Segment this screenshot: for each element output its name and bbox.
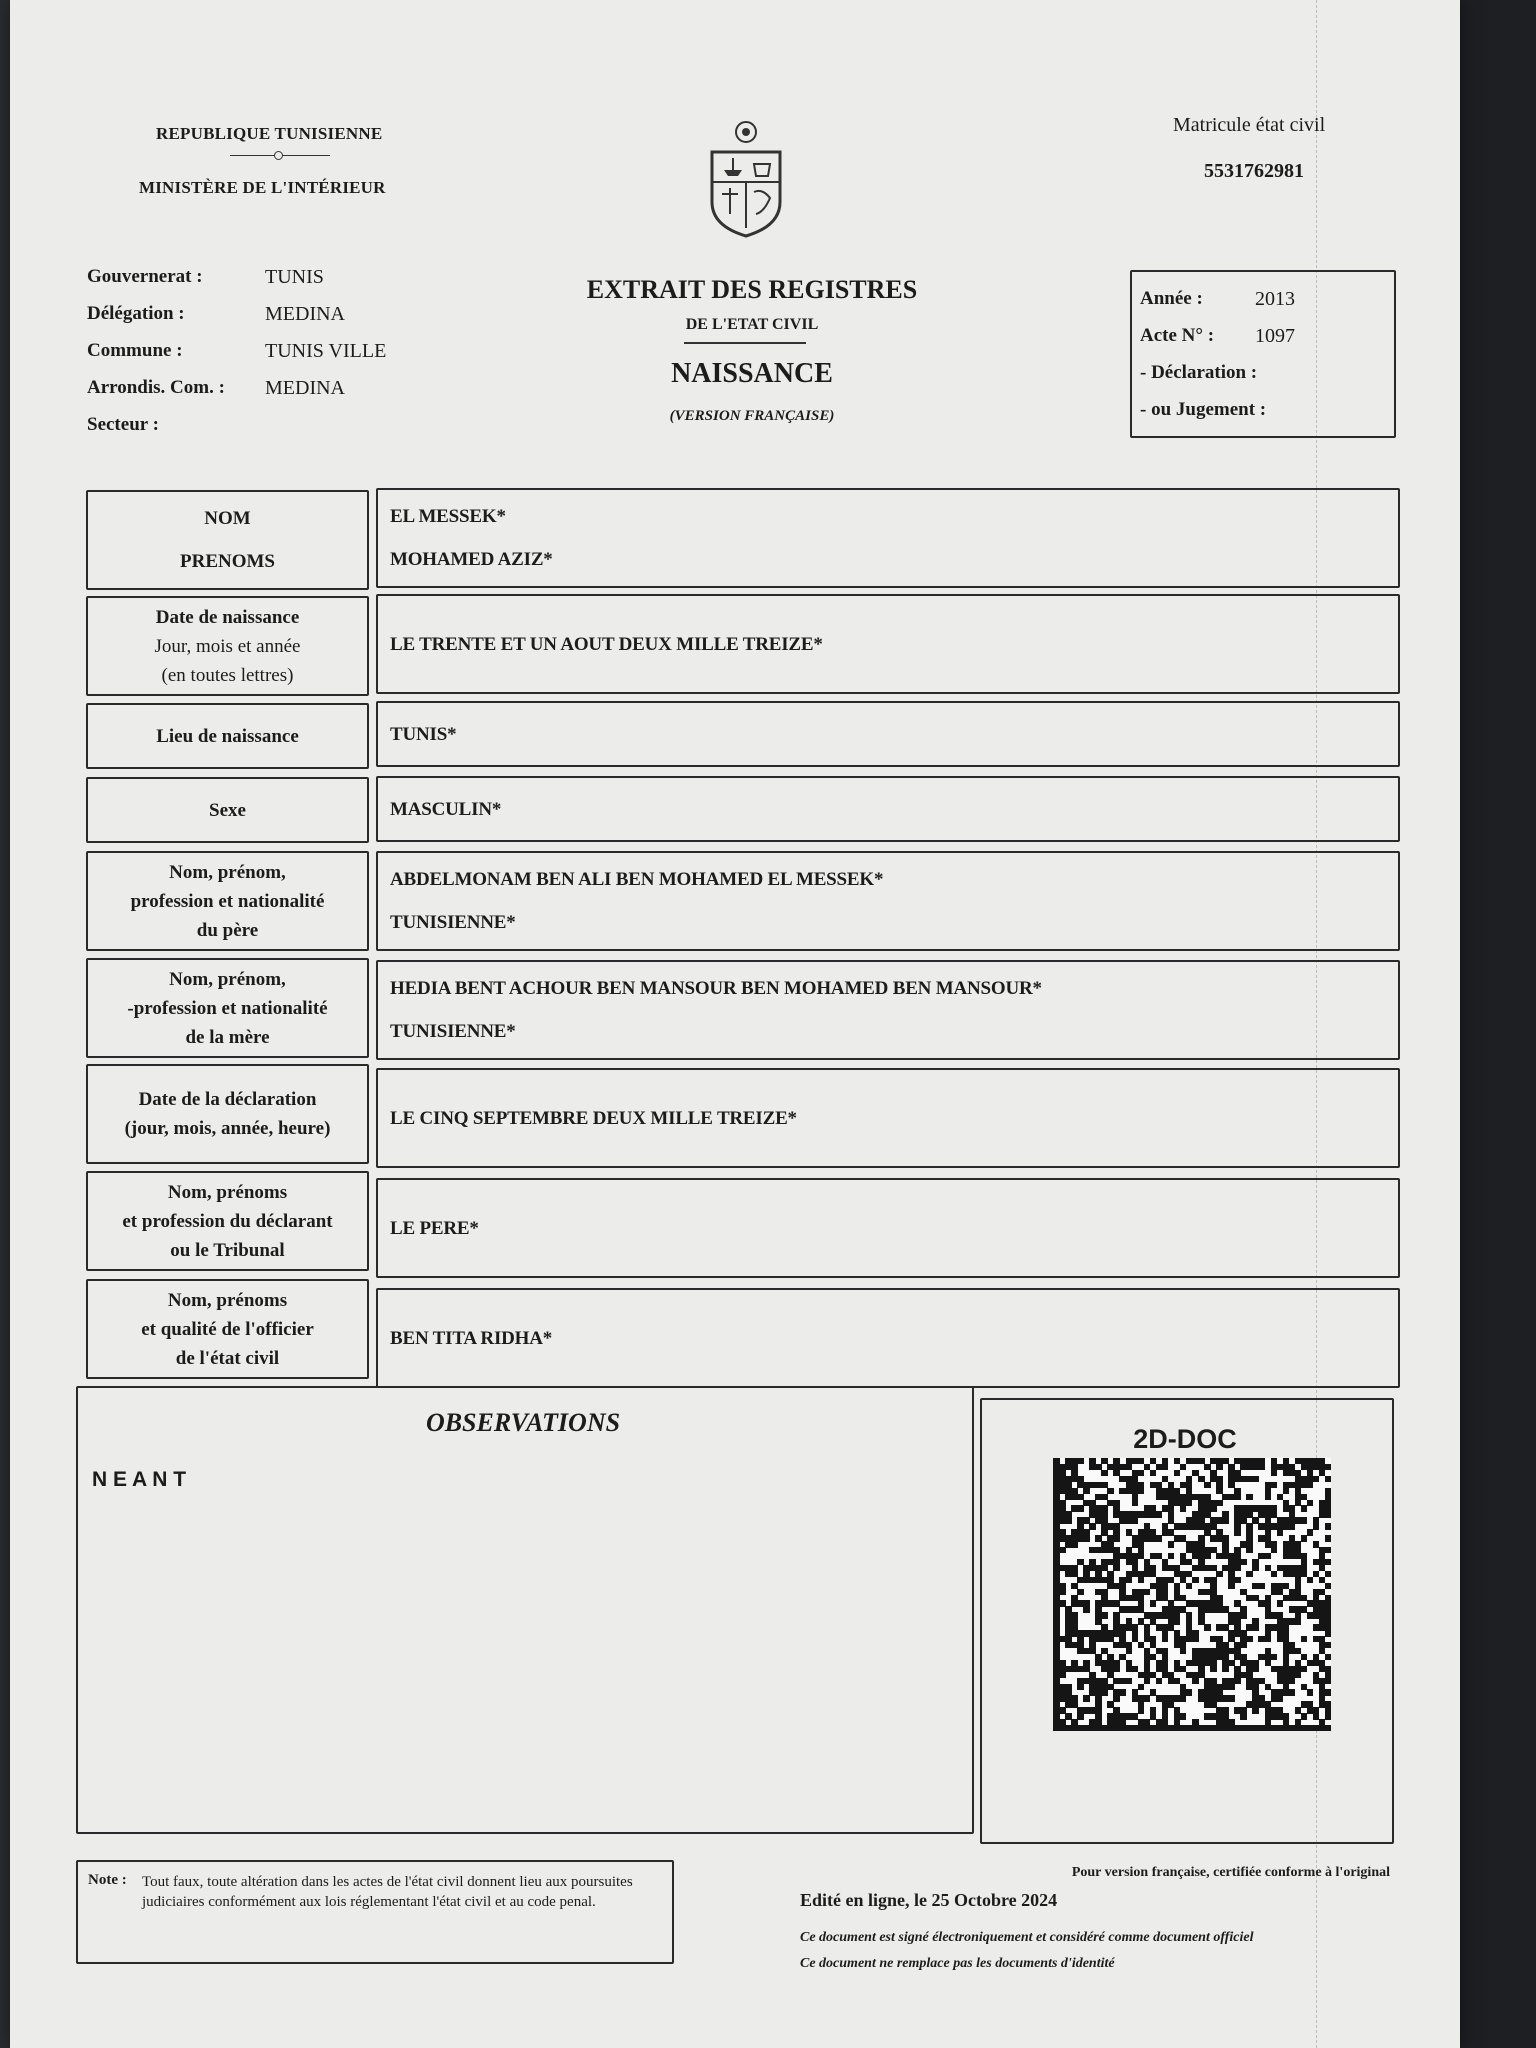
barcode-module xyxy=(1301,1505,1308,1511)
barcode-module xyxy=(1271,1482,1278,1488)
barcode-module xyxy=(1113,1535,1120,1541)
barcode-module xyxy=(1065,1517,1072,1523)
pere-values xyxy=(376,851,1400,951)
barcode-module xyxy=(1313,1523,1320,1529)
remplace-text: Ce document ne remplace pas les documents d'identité xyxy=(800,1956,1115,1971)
naissance-label-line2: Jour, mois et année xyxy=(154,635,301,657)
barcode-module xyxy=(1325,1464,1332,1470)
barcode-module xyxy=(1113,1666,1120,1672)
barcode-module xyxy=(1077,1505,1084,1511)
signe-text: Ce document est signé électroniquement et considéré comme document officiel xyxy=(800,1930,1254,1945)
sexe-value: MASCULIN* xyxy=(390,798,502,820)
barcode-module xyxy=(1126,1577,1133,1583)
mere-label-line2: -profession et nationalité xyxy=(127,997,328,1019)
barcode-module xyxy=(1307,1577,1314,1583)
arrondissement-label: Arrondis. Com. : xyxy=(87,377,225,398)
barcode-module xyxy=(1222,1517,1229,1523)
barcode-module xyxy=(1325,1713,1332,1719)
naissance-label-line1: Date de naissance xyxy=(155,606,300,628)
barcode-module xyxy=(1246,1571,1253,1577)
officier-label-line2: et qualité de l'officier xyxy=(141,1318,314,1340)
acte-number-value: 1097 xyxy=(1255,325,1295,347)
officier-label-line3: de l'état civil xyxy=(175,1347,280,1369)
barcode-module xyxy=(1295,1618,1302,1624)
naissance-value: LE TRENTE ET UN AOUT DEUX MILLE TREIZE* xyxy=(390,633,823,655)
gouvernerat-value: TUNIS xyxy=(265,266,324,288)
barcode-module xyxy=(1089,1523,1096,1529)
coat-of-arms-emblem xyxy=(702,118,790,240)
barcode-module xyxy=(1144,1678,1151,1684)
barcode-module xyxy=(1325,1535,1332,1541)
declarant-label-line1: Nom, prénoms xyxy=(167,1181,288,1203)
republic-label: REPUBLIQUE TUNISIENNE xyxy=(156,124,383,143)
mere-nationality-value: TUNISIENNE* xyxy=(390,1021,516,1042)
declarant-label-line2: et profession du déclarant xyxy=(122,1210,333,1232)
barcode-module xyxy=(1271,1571,1278,1577)
barcode-module xyxy=(1192,1678,1199,1684)
barcode-module xyxy=(1325,1725,1332,1731)
barcode-module xyxy=(1059,1589,1066,1595)
barcode-module xyxy=(1265,1494,1272,1500)
barcode-module xyxy=(1156,1535,1163,1541)
barcode-module xyxy=(1240,1612,1247,1618)
barcode-module xyxy=(1222,1666,1229,1672)
divider-ornament xyxy=(274,151,283,160)
barcode-module xyxy=(1077,1684,1084,1690)
sexe-label: Sexe xyxy=(209,799,246,821)
barcode-module xyxy=(1277,1600,1284,1606)
barcode-module xyxy=(1150,1600,1157,1606)
barcode-module xyxy=(1325,1511,1332,1517)
barcode-module xyxy=(1307,1500,1314,1506)
declaration-date-labels xyxy=(86,1064,369,1164)
mere-values xyxy=(376,960,1400,1060)
barcode-module xyxy=(1265,1553,1272,1559)
barcode-module xyxy=(1180,1713,1187,1719)
barcode-module xyxy=(1180,1505,1187,1511)
nom-prenoms-values xyxy=(376,488,1400,588)
nom-label: NOM xyxy=(204,508,251,529)
barcode-module xyxy=(1186,1500,1193,1506)
note-text: Tout faux, toute altération dans les actes de l'état civil donnent lieu aux poursuites judiciaires conformément aux lois réglementant l'état civil et au code penal. xyxy=(142,1874,633,1910)
barcode-module xyxy=(1325,1523,1332,1529)
barcode-module xyxy=(1289,1689,1296,1695)
barcode-module xyxy=(1228,1583,1235,1589)
pere-labels xyxy=(86,851,369,951)
barcode-module xyxy=(1126,1678,1133,1684)
barcode-module xyxy=(1252,1624,1259,1630)
barcode-module xyxy=(1228,1684,1235,1690)
arrondissement-value: MEDINA xyxy=(265,377,345,399)
matricule-value: 5531762981 xyxy=(1204,160,1304,182)
barcode-module xyxy=(1265,1636,1272,1642)
barcode-module xyxy=(1180,1695,1187,1701)
barcode-module xyxy=(1180,1648,1187,1654)
edite-text: Edité en ligne, le 25 Octobre 2024 xyxy=(800,1890,1058,1910)
barcode-module xyxy=(1307,1482,1314,1488)
note-label: Note : xyxy=(88,1872,127,1888)
barcode-module xyxy=(1077,1589,1084,1595)
barcode-module xyxy=(1240,1642,1247,1648)
barcode-module xyxy=(1138,1488,1145,1494)
barcode-module xyxy=(1289,1523,1296,1529)
barcode-module xyxy=(1301,1713,1308,1719)
datamatrix-barcode xyxy=(1053,1458,1331,1731)
barcode-module xyxy=(1234,1494,1241,1500)
barcode-module xyxy=(1289,1678,1296,1684)
barcode-module xyxy=(1156,1511,1163,1517)
barcode-module xyxy=(1271,1470,1278,1476)
declaration-date-value: LE CINQ SEPTEMBRE DEUX MILLE TREIZE* xyxy=(390,1107,797,1129)
barcode-module xyxy=(1258,1464,1265,1470)
barcode-module xyxy=(1107,1488,1114,1494)
barcode-module xyxy=(1234,1678,1241,1684)
document-type: NAISSANCE xyxy=(671,358,833,389)
annee-label: Année : xyxy=(1140,288,1203,309)
matricule-label: Matricule état civil xyxy=(1173,114,1326,136)
declarant-value: LE PERE* xyxy=(390,1217,479,1239)
barcode-module xyxy=(1234,1577,1241,1583)
jugement-label: - ou Jugement : xyxy=(1140,399,1267,420)
barcode-module xyxy=(1059,1672,1066,1678)
barcode-module xyxy=(1325,1678,1332,1684)
observations-box xyxy=(76,1386,974,1834)
prenoms-value: MOHAMED AZIZ* xyxy=(390,549,553,570)
barcode-module xyxy=(1101,1612,1108,1618)
barcode-module xyxy=(1138,1707,1145,1713)
pere-name-value: ABDELMONAM BEN ALI BEN MOHAMED EL MESSEK* xyxy=(390,869,884,890)
barcode-module xyxy=(1101,1470,1108,1476)
barcode-module xyxy=(1126,1648,1133,1654)
barcode-module xyxy=(1162,1464,1169,1470)
barcode-module xyxy=(1307,1529,1314,1535)
barcode-module xyxy=(1246,1547,1253,1553)
barcode-module xyxy=(1228,1695,1235,1701)
nom-value: EL MESSEK* xyxy=(390,506,506,527)
barcode-module xyxy=(1313,1476,1320,1482)
pere-label-line2: profession et nationalité xyxy=(130,890,325,912)
pere-label-line3: du père xyxy=(196,919,259,941)
barcode-module xyxy=(1252,1666,1259,1672)
barcode-module xyxy=(1119,1689,1126,1695)
barcode-module xyxy=(1277,1695,1284,1701)
acte-number-label: Acte N° : xyxy=(1140,325,1215,346)
barcode-module xyxy=(1156,1678,1163,1684)
declarant-labels xyxy=(86,1171,369,1271)
delegation-label: Délégation : xyxy=(87,303,185,324)
barcode-module xyxy=(1083,1695,1090,1701)
barcode-module xyxy=(1138,1577,1145,1583)
commune-label: Commune : xyxy=(87,340,183,361)
barcode-module xyxy=(1113,1695,1120,1701)
barcode-module xyxy=(1210,1505,1217,1511)
birth-certificate-page xyxy=(10,0,1460,2048)
barcode-module xyxy=(1277,1529,1284,1535)
barcode-module xyxy=(1252,1565,1259,1571)
barcode-module xyxy=(1216,1571,1223,1577)
barcode-module xyxy=(1301,1535,1308,1541)
barcode-module xyxy=(1192,1577,1199,1583)
version-label: (VERSION FRANÇAISE) xyxy=(669,408,835,424)
delegation-value: MEDINA xyxy=(265,303,345,325)
barcode-module xyxy=(1246,1494,1253,1500)
secteur-label: Secteur : xyxy=(87,414,159,435)
barcode-module xyxy=(1071,1541,1078,1547)
barcode-module xyxy=(1325,1476,1332,1482)
barcode-module xyxy=(1325,1689,1332,1695)
observations-text: N E A N T xyxy=(92,1468,187,1491)
barcode-module xyxy=(1301,1666,1308,1672)
title-underline xyxy=(684,342,806,344)
officier-label-line1: Nom, prénoms xyxy=(167,1289,288,1311)
barcode-module xyxy=(1138,1684,1145,1690)
gouvernerat-label: Gouvernerat : xyxy=(87,266,203,287)
barcode-module xyxy=(1113,1565,1120,1571)
barcode-module xyxy=(1325,1559,1332,1565)
background-edge xyxy=(1460,0,1536,2048)
mere-label-line1: Nom, prénom, xyxy=(169,968,286,990)
declaration-label: - Déclaration : xyxy=(1140,362,1258,383)
mere-name-value: HEDIA BENT ACHOUR BEN MANSOUR BEN MOHAMED BEN MANSOUR* xyxy=(390,978,1042,999)
barcode-module xyxy=(1216,1500,1223,1506)
barcode-module xyxy=(1325,1654,1332,1660)
barcode-module xyxy=(1077,1458,1084,1464)
barcode-module xyxy=(1325,1571,1332,1577)
barcode-module xyxy=(1204,1624,1211,1630)
barcode-module xyxy=(1301,1517,1308,1523)
ministry-label: MINISTÈRE DE L'INTÉRIEUR xyxy=(139,178,386,197)
barcode-module xyxy=(1174,1618,1181,1624)
barcode-module xyxy=(1132,1500,1139,1506)
barcode-module xyxy=(1162,1636,1169,1642)
commune-value: TUNIS VILLE xyxy=(265,340,387,362)
barcode-module xyxy=(1307,1689,1314,1695)
barcode-module xyxy=(1252,1707,1259,1713)
document-subtitle: DE L'ETAT CIVIL xyxy=(685,316,819,333)
declaration-date-label-line1: Date de la déclaration xyxy=(138,1089,317,1110)
barcode-module xyxy=(1271,1654,1278,1660)
barcode-module xyxy=(1059,1547,1066,1553)
lieu-label: Lieu de naissance xyxy=(156,725,299,747)
barcode-module xyxy=(1325,1642,1332,1648)
barcode-module xyxy=(1258,1583,1265,1589)
officier-value: BEN TITA RIDHA* xyxy=(390,1327,553,1349)
barcode-module xyxy=(1325,1583,1332,1589)
annee-value: 2013 xyxy=(1255,288,1295,310)
mere-labels xyxy=(86,958,369,1058)
certifiee-text: Pour version française, certifiée conforme à l'original xyxy=(1071,1865,1390,1880)
naissance-label-line3: (en toutes lettres) xyxy=(161,664,294,686)
barcode-module xyxy=(1325,1630,1332,1636)
barcode-module xyxy=(1204,1482,1211,1488)
barcode-module xyxy=(1138,1470,1145,1476)
declaration-date-label-line2: (jour, mois, année, heure) xyxy=(124,1118,331,1139)
barcode-module xyxy=(1174,1470,1181,1476)
barcode-module xyxy=(1204,1553,1211,1559)
barcode-module xyxy=(1077,1713,1084,1719)
barcode-module xyxy=(1210,1666,1217,1672)
barcode-module xyxy=(1186,1583,1193,1589)
declarant-label-line3: ou le Tribunal xyxy=(170,1239,285,1261)
barcode-module xyxy=(1132,1517,1139,1523)
barcode-module xyxy=(1325,1547,1332,1553)
mere-label-line3: de la mère xyxy=(185,1026,270,1048)
barcode-module xyxy=(1083,1535,1090,1541)
barcode-module xyxy=(1144,1589,1151,1595)
barcode-module xyxy=(1301,1636,1308,1642)
barcode-module xyxy=(1101,1689,1108,1695)
barcode-module xyxy=(1186,1689,1193,1695)
twod-doc-title: 2D-DOC xyxy=(1133,1424,1237,1454)
barcode-module xyxy=(1216,1464,1223,1470)
barcode-module xyxy=(1234,1529,1241,1535)
barcode-module xyxy=(1168,1541,1175,1547)
barcode-module xyxy=(1246,1636,1253,1642)
barcode-module xyxy=(1240,1559,1247,1565)
barcode-module xyxy=(1168,1553,1175,1559)
barcode-module xyxy=(1234,1565,1241,1571)
barcode-module xyxy=(1180,1464,1187,1470)
barcode-module xyxy=(1283,1488,1290,1494)
naissance-labels xyxy=(86,596,369,696)
nom-prenoms-labels xyxy=(86,490,369,590)
document-title: EXTRAIT DES REGISTRES xyxy=(586,275,918,304)
barcode-module xyxy=(1150,1470,1157,1476)
pere-nationality-value: TUNISIENNE* xyxy=(390,912,516,933)
barcode-module xyxy=(1144,1695,1151,1701)
barcode-module xyxy=(1295,1672,1302,1678)
lieu-value: TUNIS* xyxy=(390,723,457,745)
barcode-module xyxy=(1192,1636,1199,1642)
barcode-module xyxy=(1271,1547,1278,1553)
pere-label-line1: Nom, prénom, xyxy=(169,861,286,883)
observations-title: OBSERVATIONS xyxy=(425,1408,621,1437)
barcode-module xyxy=(1240,1713,1247,1719)
barcode-module xyxy=(1083,1488,1090,1494)
barcode-module xyxy=(1252,1476,1259,1482)
prenoms-label: PRENOMS xyxy=(180,551,275,572)
officier-labels xyxy=(86,1279,369,1379)
barcode-module xyxy=(1083,1606,1090,1612)
